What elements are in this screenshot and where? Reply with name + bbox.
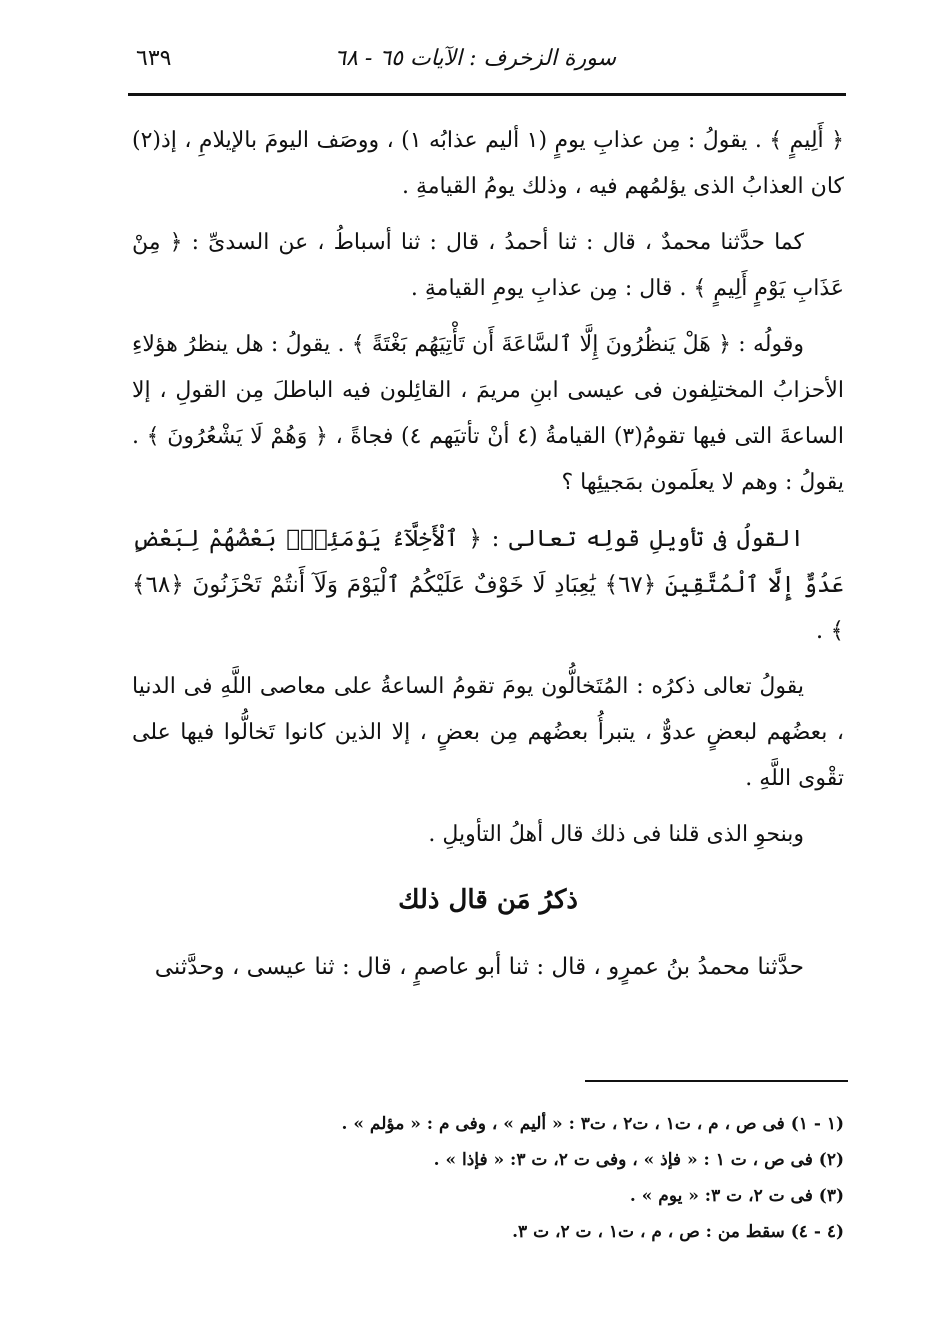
footnote: (٣) فى ت ٢، ت ٣: « يوم » . — [629, 1186, 844, 1206]
paragraph: وبنحوِ الذى قلنا فى ذلك قال أهلُ التأويلِ . — [428, 822, 804, 847]
section-heading: ذكرُ مَن قال ذلك — [398, 885, 578, 915]
paragraph-isnad: حدَّثنا محمدُ بنُ عمرٍو ، قال : ثنا أبو عاصمٍ ، قال : ثنا عيسى ، وحدَّثنى — [154, 954, 804, 980]
page-number: ٦٣٩ — [136, 46, 172, 71]
paragraph: كما حدَّثنا محمدٌ ، قال : ثنا أحمدُ ، قال : ثنا أسباطُ ، عن السدىِّ : ﴿ مِنْ عَذَابِ يَوْمٍ أَلِيمٍ ﴾ . قال : مِن عذابِ يومِ القيامةِ . — [132, 230, 844, 301]
header-divider — [128, 93, 846, 96]
page-header — [128, 40, 846, 88]
paragraph: ﴿ أَلِيمٍ ﴾ . يقولُ : مِن عذابِ يومٍ (١ أليم عذابُه ١) ، ووصَف اليومَ بالإيلامِ ، إذ(٢) كان العذابُ الذى يؤلمُهم فيه ، وذلك يومُ القيامةِ . — [132, 128, 844, 199]
footnote: (٢) فى ص ، ت ١ : « فإذ » ، وفى ت ٢، ت ٣: « فإذا » . — [433, 1150, 844, 1170]
running-title: سورة الزخرف : الآيات ٦٥ - ٦٨ — [334, 46, 616, 71]
paragraph: يقولُ تعالى ذكرُه : المُتَخالُّون يومَ تقومُ الساعةُ على معاصى اللَّهِ فى الدنيا ، بعضُهم لبعضٍ عدوٌّ ، يتبرأُ بعضُهم مِن بعضٍ ، إلا الذين كانوا تَخالُّوا فيها على تقْوى اللَّهِ . — [132, 674, 845, 791]
main-text — [132, 118, 844, 1000]
paragraph-verse-heading: القولُ فى تأويلِ قولِه تعالى : ﴿ ٱلْأَخِلَّآءُ يَوْمَئِذٍۭ بَعْضُهُمْ لِبَعْضٍ عَدُوٌّ إِلَّا ٱلْمُتَّقِينَ ﴿٦٧﴾ يَٰعِبَادِ لَا خَوْفٌ عَلَيْكُمُ ٱلْيَوْمَ وَلَآ أَنتُمْ تَحْزَنُونَ ﴿٦٨﴾ ﴾ . — [132, 526, 844, 644]
footnote-divider — [585, 1080, 848, 1082]
footnote: (١ - ١) فى ص ، م ، ت١ ، ت٢ ، ت٣ : « أليم » ، وفى م : « مؤلم » . — [341, 1114, 844, 1134]
paragraph: وقولُه : ﴿ هَلْ يَنظُرُونَ إِلَّا ٱلسَّاعَةَ أَن تَأْتِيَهُم بَغْتَةً ﴾ . يقولُ : هل ينظرُ هؤلاءِ الأحزابُ المختلِفون فى عيسى ابنِ مريمَ ، القائِلون فيه الباطلَ مِن القولِ ، إلا الساعةَ التى فيها تقومُ(٣) القيامةُ (٤ أنْ تأتيَهم ٤) فجاةً ، ﴿ وَهُمْ لَا يَشْعُرُونَ ﴾ . يقولُ : وهم لا يعلَمون بمَجيئِها ؟ — [132, 332, 844, 495]
footnotes — [132, 1106, 844, 1250]
footnote: (٤ - ٤) سقط من : ص ، م ، ت١ ، ت ٢، ت ٣. — [512, 1222, 844, 1242]
